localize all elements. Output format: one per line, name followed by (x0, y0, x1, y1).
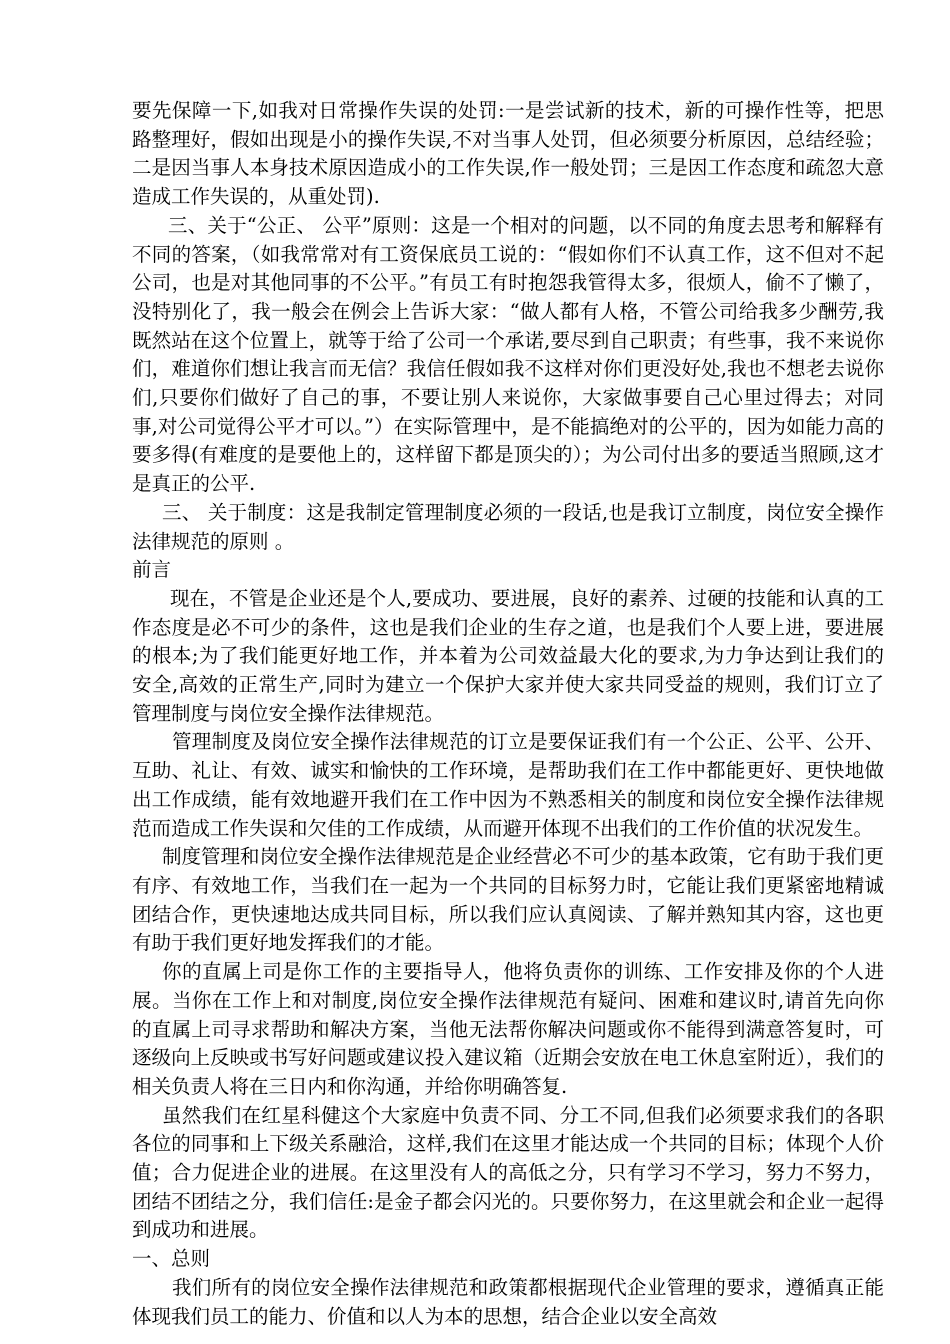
paragraph-4: 现在，不管是企业还是个人,要成功、要进展，良好的素养、过硬的技能和认真的工作态度是必不可少的条件，这也是我们企业的生存之道，也是我们个人要上进，要进展的根本;为了我们能更好地工作，并本着为公司效益最大化的要求,为力争达到让我们的安全,高效的正常生产,同时为建立一个保护大家并使大家共同受益的规则，我们订立了管理制度与岗位安全操作法律规范。 (132, 586, 884, 725)
paragraph-8: 虽然我们在红星科健这个大家庭中负责不同、分工不同,但我们必须要求我们的各职各位的同事和上下级关系融洽，这样,我们在这里才能达成一个共同的目标；体现个人价值；合力促进企业的进展。在这里没有人的高低之分，只有学习不学习，努力不努力，团结不团结之分，我们信任:是金子都会闪光的。只要你努力，在这里就会和企业一起得到成功和进展。 (132, 1103, 884, 1242)
paragraph-9: 我们所有的岗位安全操作法律规范和政策都根据现代企业管理的要求，遵循真正能体现我们员工的能力、价值和以人为本的思想，结合企业以安全高效 (132, 1275, 884, 1328)
paragraph-7: 你的直属上司是你工作的主要指导人，他将负责你的训练、工作安排及你的个人进展。当你在工作上和对制度,岗位安全操作法律规范有疑问、困难和建议时,请首先向你的直属上司寻求帮助和解决方案，当他无法帮你解决问题或你不能得到满意答复时，可逐级向上反映或书写好问题或建议投入建议箱（近期会安放在电工休息室附近），我们的相关负责人将在三日内和你沟通，并给你明确答复. (132, 960, 884, 1098)
section-heading-preface: 前言 (132, 558, 172, 582)
paragraph-1: 要先保障一下,如我对日常操作失误的处罚:一是尝试新的技术，新的可操作性等，把思路整理好，假如出现是小的操作失误,不对当事人处罚，但必须要分析原因，总结经验；二是因当事人本身技术原因造成小的工作失误,作一般处罚；三是因工作态度和疏忽大意造成工作失误的，从重处罚). (132, 99, 884, 209)
paragraph-3: 三、 关于制度：这是我制定管理制度必须的一段话,也是我订立制度，岗位安全操作法律规范的原则 。 (132, 500, 884, 553)
section-heading-general: 一、总则 (132, 1247, 211, 1271)
paragraph-5: 管理制度及岗位安全操作法律规范的订立是要保证我们有一个公正、公平、公开、互助、礼让、有效、诚实和愉快的工作环境，是帮助我们在工作中都能更好、更快地做出工作成绩，能有效地避开我们在工作中因为不熟悉相关的制度和岗位安全操作法律规范而造成工作失误和欠佳的工作成绩，从而避开体现不出我们的工作价值的状况发生。 (132, 730, 884, 840)
paragraph-6: 制度管理和岗位安全操作法律规范是企业经营必不可少的基本政策，它有助于我们更有序、有效地工作，当我们在一起为一个共同的目标努力时，它能让我们更紧密地精诚团结合作，更快速地达成共同目标，所以我们应认真阅读、了解并熟知其内容，这也更有助于我们更好地发挥我们的才能。 (132, 845, 884, 955)
document-page (132, 97, 884, 1331)
paragraph-2: 三、关于“公正、 公平”原则：这是一个相对的问题，以不同的角度去思考和解释有不同的答案，（如我常常对有工资保底员工说的：“假如你们不认真工作，这不但对不起公司，也是对其他同事的不公平。”有员工有时抱怨我管得太多，很烦人，偷不了懒了，没特别化了，我一般会在例会上告诉大家：“做人都有人格，不管公司给我多少酬劳,我既然站在这个位置上，就等于给了公司一个承诺,要尽到自己职责；有些事，我不来说你们，难道你们想让我言而无信？我信任假如我不这样对你们更没好处,我也不想老去说你们,只要你们做好了自己的事，不要让别人来说你，大家做事要自己心里过得去；对同事,对公司觉得公平才可以。”）在实际管理中，是不能搞绝对的公平的，因为如能力高的要多得(有难度的是要他上的，这样留下都是顶尖的）；为公司付出多的要适当照顾,这才是真正的公平. (132, 213, 884, 496)
